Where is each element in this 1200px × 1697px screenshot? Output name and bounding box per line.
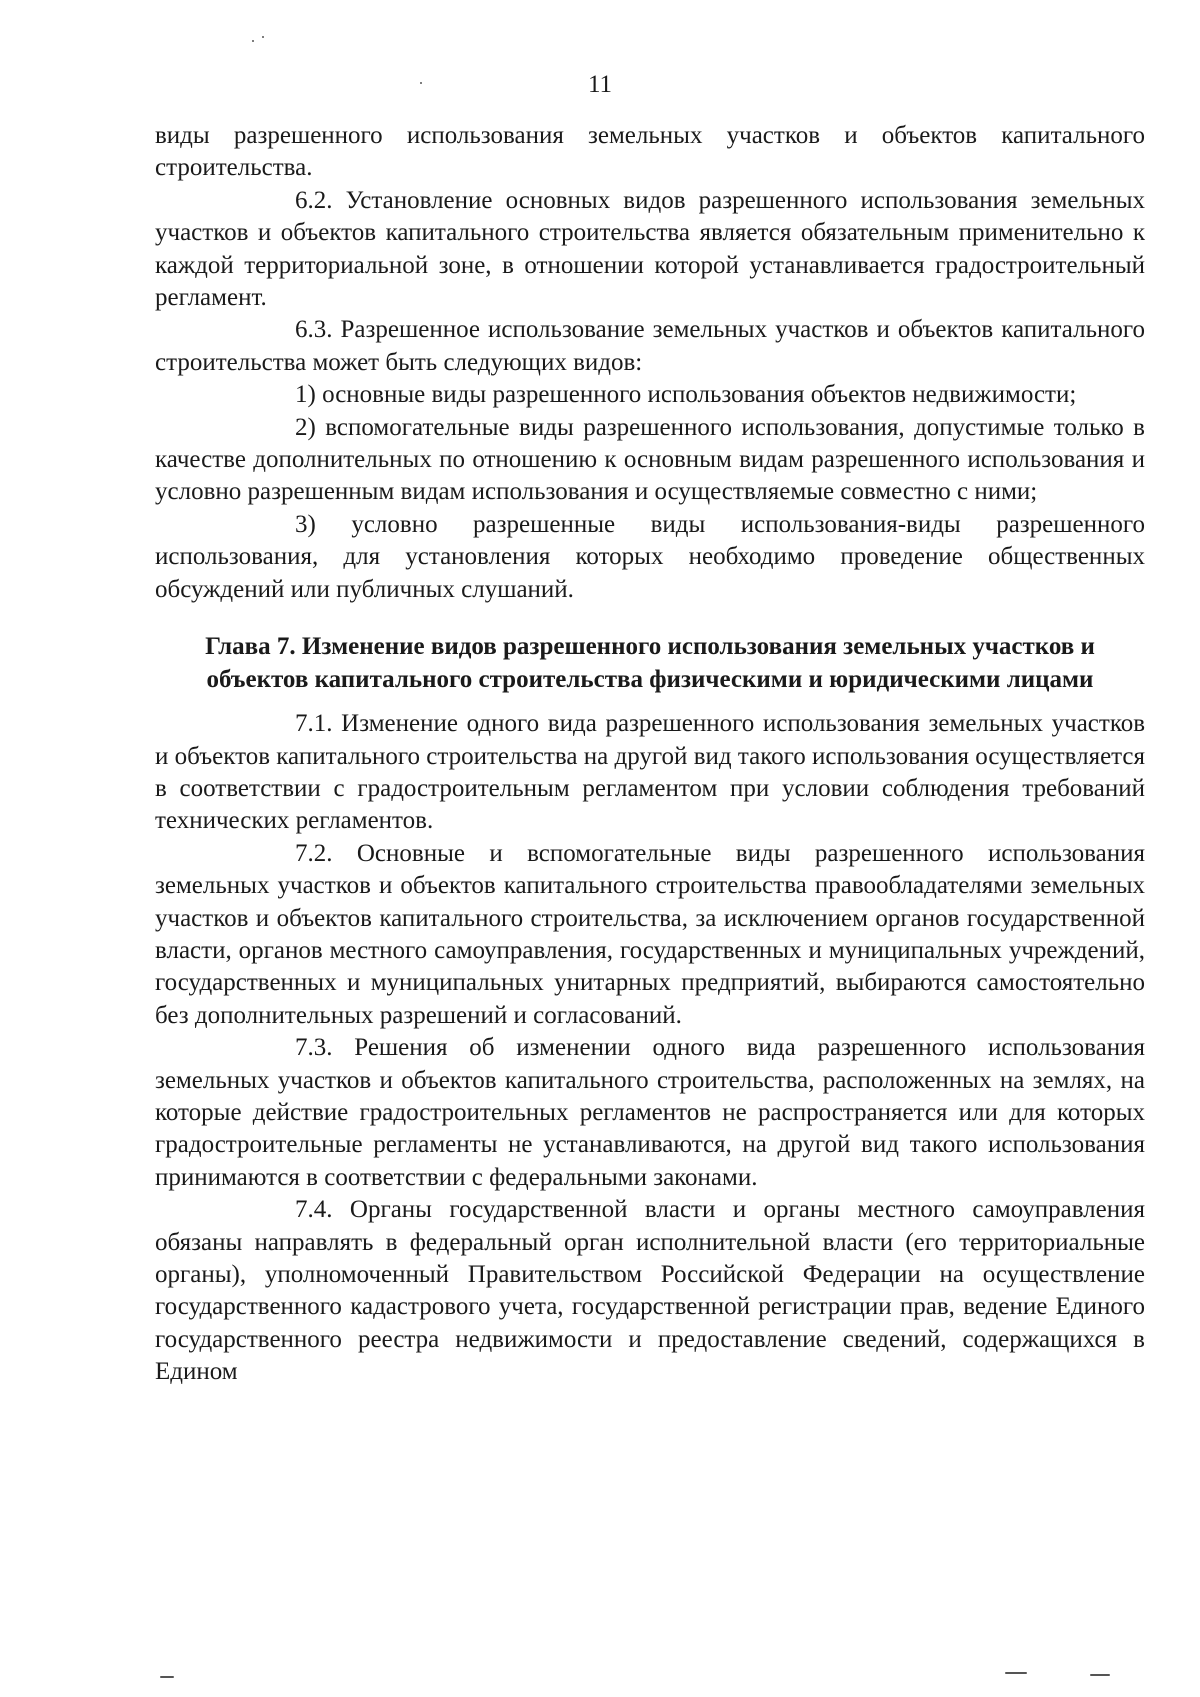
clause-text: Основные и вспомогательные виды разрешенного использования земельных участков и объектов капитального строительства правообладателями земельных участков и объектов капитального строительства, за исключением органов государственной власти, органов местного самоуправления, государственных и муниципальных учреждений, государственных и муниципальных унитарных предприятий, выбираются самостоятельно без дополнительных разрешений и согласований. [155,839,1146,1029]
scan-speck [160,1676,174,1678]
clause-text: Органы государственной власти и органы местного самоуправления обязаны направлять в федеральный орган исполнительной власти (его территориальные органы), уполномоченный Правительством Российской Федерации на осуществление государственного кадастрового учета, государственной регистрации прав, ведение Единого государственного реестра недвижимости и предоставление сведений, содержащихся в Едином [155,1196,1146,1386]
clause-text: Изменение одного вида разрешенного использования земельных участков и объектов капитального строительства на другой вид такого использования осуществляется в соответствии с градостроительным регламентом при условии соблюдения требований технических регламентов. [155,710,1145,835]
clause-number: 7.3. [295,1034,333,1062]
clause-6-3 [155,314,1145,379]
clause-text: Установление основных видов разрешенного использования земельных участков и объектов капитального строительства является обязательным применительно к каждой территориальной зоне, в отношении которой устанавливается градостроительный регламент. [155,186,1146,312]
list-number: 1) [295,381,316,409]
clause-text: Разрешенное использование земельных участков и объектов капитального строительства может быть следующих видов: [155,316,1145,376]
list-item-2 [155,412,1145,509]
list-item-3 [155,509,1145,606]
scan-speck [1090,1674,1110,1676]
list-number: 2) [295,413,316,441]
clause-7-2 [155,838,1145,1032]
clause-number: 6.3. [295,316,333,344]
clause-text: Решения об изменении одного вида разрешенного использования земельных участков и объектов капитального строительства, расположенных на землях, на которые действие градостроительных регламентов не распространяется или для которых градостроительные регламенты не устанавливаются, на другой вид такого использования принимаются в соответствии с федеральными законами. [155,1034,1145,1191]
clause-7-4 [155,1194,1145,1388]
scan-speck [262,36,264,38]
list-number: 3) [295,510,316,538]
list-text: условно разрешенные виды использования-виды разрешенного использования, для установления которых необходимо проведение общественных обсуждений или публичных слушаний. [155,510,1146,603]
clause-number: 7.2. [295,839,333,867]
scan-speck [1005,1672,1027,1674]
document-body [155,120,1145,1389]
list-text: вспомогательные виды разрешенного использования, допустимые только в качестве дополнительных по отношению к основным видам разрешенного использования и условно разрешенным видам использования и осуществляемые совместно с ними; [155,413,1145,506]
clause-6-2 [155,185,1145,315]
scan-speck [252,40,254,42]
list-text: основные виды разрешенного использования объектов недвижимости; [322,381,1077,409]
continuation-paragraph: виды разрешенного использования земельных участков и объектов капитального строительства. [155,122,1145,182]
clause-7-3 [155,1032,1145,1194]
list-item-1 [155,379,1145,411]
page-number: 11 [587,71,613,98]
chapter-title: Глава 7. Изменение видов разрешенного использования земельных участков и объектов капитального строительства физическими и юридическими лицами [205,633,1095,694]
clause-number: 7.4. [295,1196,333,1224]
clause-number: 7.1. [295,710,333,738]
clause-number: 6.2. [295,186,333,214]
clause-7-1 [155,708,1145,838]
